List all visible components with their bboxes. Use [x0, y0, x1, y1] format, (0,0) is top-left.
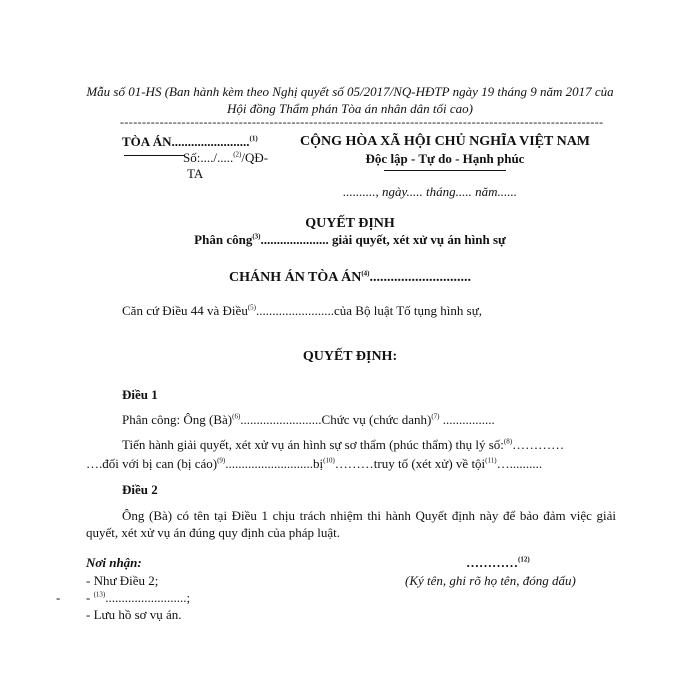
article-1-proceed	[122, 437, 564, 453]
decide-heading: QUYẾT ĐỊNH:	[302, 349, 398, 364]
signature-dots: …………	[466, 555, 518, 570]
chief-judge-note: (4)	[361, 269, 370, 278]
court-name	[122, 134, 258, 150]
recipient-item-2	[86, 590, 190, 606]
recipient-item-3: - Lưu hồ sơ vụ án.	[86, 607, 182, 622]
form-reference-line-1: Mẫu số 01-HS (Ban hành kèm theo Nghị quyết số 05/2017/NQ-HĐTP ngày 19 tháng 9 năm 2017 của	[86, 84, 614, 99]
article-1-defendant	[86, 456, 542, 472]
court-underline	[124, 155, 184, 157]
chief-judge-dots: .............................	[369, 270, 472, 285]
place-date-line: .........., ngày..... tháng..... năm......	[343, 184, 518, 199]
defendant-post: …..........	[496, 456, 543, 471]
decision-number-suffix: /QĐ-	[241, 150, 269, 165]
decision-number-prefix: Số:..../.....	[183, 150, 234, 165]
recipients-label: Nơi nhận:	[86, 555, 142, 570]
article-1-heading: Điều 1	[122, 387, 158, 402]
article-2-text: Ông (Bà) có tên tại Điều 1 chịu trách nhiệm thi hành Quyết định này để bảo đảm việc giải quyết, xét xử vụ án đúng quy định của pháp luật.	[86, 508, 616, 540]
assignment-post: ................	[439, 412, 495, 427]
header-divider: --------------------------------------------------------------------------------------------------------------	[120, 115, 604, 129]
assignment-pre: Phân công: Ông (Bà)	[122, 412, 233, 427]
recipient-item-2-pre: -	[86, 590, 94, 605]
decision-number	[183, 150, 268, 166]
court-name-text: TÒA ÁN........................	[122, 134, 250, 149]
article-1-assignment	[122, 412, 495, 428]
assignment-note: (6)	[232, 412, 241, 421]
assignment-note-2: (7)	[431, 412, 440, 421]
chief-judge-text: CHÁNH ÁN TÒA ÁN	[228, 270, 362, 285]
nation-title: CỘNG HÒA XÃ HỘI CHỦ NGHĨA VIỆT NAM	[300, 134, 591, 149]
form-reference-line-2: Hội đồng Thẩm phán Tòa án nhân dân tối cao)	[227, 101, 473, 116]
article-2-heading: Điều 2	[122, 482, 158, 497]
motto-underline	[384, 170, 506, 172]
decision-subtitle	[140, 232, 560, 248]
recipient-item-2-post: .........................;	[105, 590, 191, 605]
assignment-mid: .........................Chức vụ (chức danh)	[240, 412, 432, 427]
defendant-note: (9)	[217, 456, 226, 465]
decision-title: QUYẾT ĐỊNH	[305, 216, 395, 231]
legal-basis-post: ........................của Bộ luật Tố tụng hình sự,	[256, 303, 482, 318]
legal-basis	[122, 303, 482, 319]
proceed-pre: Tiến hành giải quyết, xét xử vụ án hình sự sơ thẩm (phúc thẩm) thụ lý số:	[122, 437, 504, 452]
defendant-note-2: (10)	[323, 456, 335, 465]
decision-subtitle-note: (3)	[252, 232, 261, 241]
decision-subtitle-pre: Phân công	[194, 232, 253, 247]
defendant-note-3: (11)	[485, 456, 497, 465]
signature-instruction: (Ký tên, ghi rõ họ tên, đóng dấu)	[405, 573, 576, 588]
court-name-note: (1)	[249, 134, 258, 143]
decision-subtitle-post: ..................... giải quyết, xét xử vụ án hình sự	[260, 232, 506, 247]
nation-motto: Độc lập - Tự do - Hạnh phúc	[365, 151, 525, 166]
defendant-mid: ...........................bị	[225, 456, 324, 471]
decision-number-line-2: TA	[187, 166, 204, 181]
legal-basis-note: (5)	[247, 303, 256, 312]
proceed-note: (8)	[503, 437, 513, 446]
defendant-mid-2: ………truy tố (xét xử) về tội	[334, 456, 486, 471]
decision-number-note: (2)	[233, 150, 242, 159]
signature-title	[466, 555, 530, 571]
stray-mark: -	[56, 590, 61, 605]
signature-note: (12)	[518, 555, 530, 564]
legal-basis-pre: Căn cứ Điều 44 và Điều	[122, 303, 248, 318]
recipient-item-1: - Như Điều 2;	[86, 573, 159, 588]
chief-judge-heading	[150, 270, 550, 286]
recipient-item-2-note: (13)	[93, 590, 106, 599]
defendant-pre: ….đối với bị can (bị cáo)	[86, 456, 218, 471]
proceed-post: …………	[512, 437, 565, 452]
